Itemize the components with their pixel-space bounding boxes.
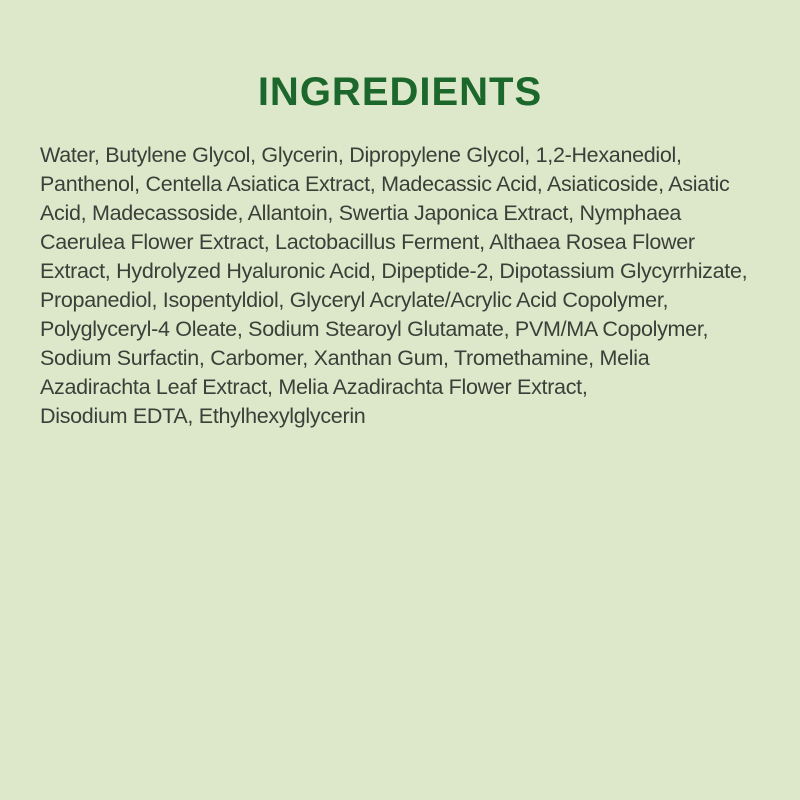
ingredient-line: Polyglyceryl-4 Oleate, Sodium Stearoyl Glutamate, PVM/MA Copolymer, (40, 317, 709, 341)
ingredient-line: Extract, Hydrolyzed Hyaluronic Acid, Dipeptide-2, Dipotassium Glycyrrhizate, (40, 259, 748, 283)
ingredient-line: Azadirachta Leaf Extract, Melia Azadirachta Flower Extract, (40, 375, 588, 399)
ingredient-line: Sodium Surfactin, Carbomer, Xanthan Gum, Tromethamine, Melia (40, 346, 650, 370)
ingredient-line: Propanediol, Isopentyldiol, Glyceryl Acrylate/Acrylic Acid Copolymer, (40, 288, 669, 312)
ingredients-paragraph (40, 141, 800, 431)
ingredient-line: Panthenol, Centella Asiatica Extract, Madecassic Acid, Asiaticoside, Asiatic (40, 172, 730, 196)
ingredient-line: Water, Butylene Glycol, Glycerin, Dipropylene Glycol, 1,2-Hexanediol, (40, 143, 682, 167)
ingredient-line: Disodium EDTA, Ethylhexylglycerin (40, 404, 366, 428)
page-title: INGREDIENTS (257, 70, 543, 114)
ingredient-line: Acid, Madecassoside, Allantoin, Swertia Japonica Extract, Nymphaea (40, 201, 682, 225)
ingredient-line: Caerulea Flower Extract, Lactobacillus Ferment, Althaea Rosea Flower (40, 230, 695, 254)
